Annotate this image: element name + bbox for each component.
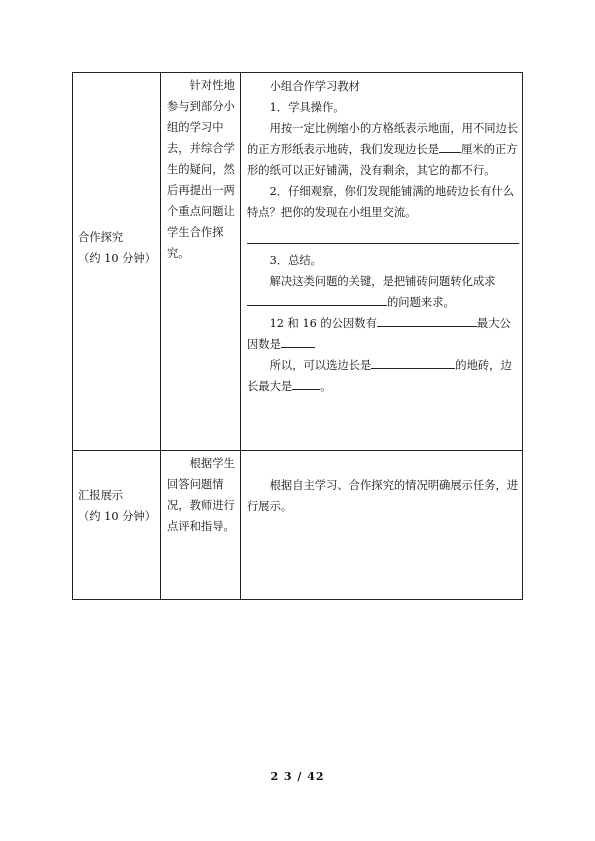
- paragraph-5-text: 所以，可以选边长是: [269, 359, 372, 372]
- stage-name: 汇报展示: [78, 489, 124, 502]
- paragraph-4-text-b: 最大公因数是: [247, 317, 511, 351]
- table-row: [73, 451, 523, 600]
- paragraph-1: [247, 118, 519, 181]
- content-cell: [241, 451, 523, 600]
- guidance-cell: [161, 451, 241, 600]
- item-2: 2．仔细观察，你们发现能铺满的地砖边长有什么特点？把你的发现在小组里交流。: [247, 185, 515, 219]
- stage-name: 合作探究: [78, 231, 124, 244]
- paragraph-5: [247, 355, 519, 397]
- stage-cell: [73, 73, 161, 451]
- paragraph-5-text-b: 的地砖，边长最大是: [247, 359, 512, 393]
- fill-blank[interactable]: [439, 140, 461, 153]
- fill-blank[interactable]: [281, 335, 315, 348]
- paragraph-3-text: 解决这类问题的关键，是把铺砖问题转化成求: [269, 275, 496, 288]
- content-cell: [241, 73, 523, 451]
- fill-blank[interactable]: [377, 314, 477, 327]
- fill-blank[interactable]: [292, 377, 320, 390]
- stage-cell: [73, 451, 161, 600]
- fill-blank[interactable]: [371, 356, 455, 369]
- paragraph-3-text-end: 的问题来求。: [387, 296, 455, 309]
- guidance-cell: [161, 73, 241, 451]
- paragraph-5-end: 。: [320, 380, 332, 393]
- answer-line[interactable]: [247, 227, 519, 244]
- item-3: 3．总结。: [269, 254, 322, 267]
- stage-time: （约 10 分钟）: [78, 510, 157, 523]
- paragraph-1-text-end: 厘米的正方形的纸可以正好铺满，没有剩余，其它的都不行。: [247, 143, 518, 177]
- item-1: 1．学具操作。: [269, 101, 345, 114]
- table-row: [73, 73, 523, 451]
- lesson-plan-table: [72, 72, 523, 600]
- paragraph-4-text: 12 和 16 的公因数有: [269, 317, 377, 330]
- paragraph-1-text: 用按一定比例缩小的方格纸表示地面，用不同边长的正方形纸表示地砖，我们发现边长是: [247, 122, 519, 156]
- teacher-guidance: 根据学生回答问题情况，教师进行点评和指导。: [167, 457, 235, 533]
- fill-blank[interactable]: [247, 293, 387, 306]
- content-heading: 小组合作学习教材: [269, 80, 360, 93]
- page-number: 2 3 / 42: [270, 770, 325, 783]
- stage-time: （约 10 分钟）: [78, 252, 157, 265]
- teacher-guidance: 针对性地参与到部分小组的学习中去，并综合学生的疑问，然后再提出一两个重点问题让学生合作探究。: [167, 79, 235, 260]
- presentation-text: 根据自主学习、合作探究的情况明确展示任务，进行展示。: [247, 479, 519, 513]
- paragraph-3: [247, 271, 519, 313]
- paragraph-4: [247, 313, 519, 355]
